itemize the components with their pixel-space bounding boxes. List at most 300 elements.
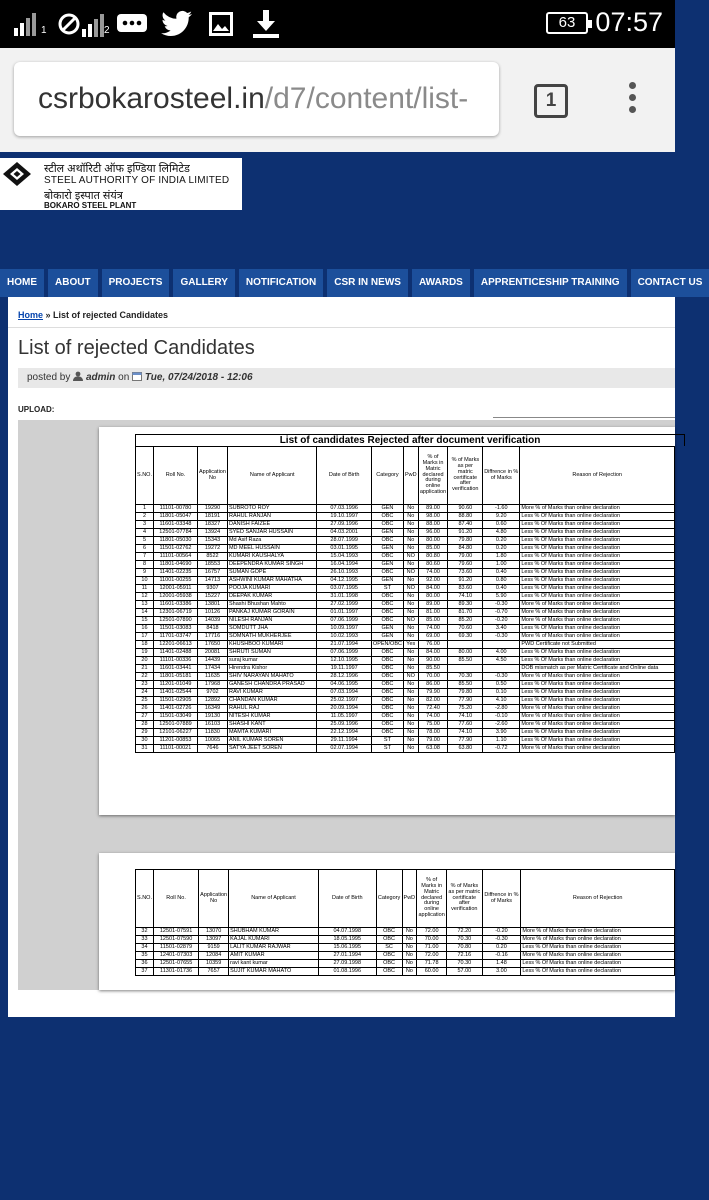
table-cell: DEEPENDRA KUMAR SINGH [227,561,317,569]
breadcrumb [18,310,168,320]
table-cell: 11101-00336 [153,657,197,665]
table-cell: More % of Marks than online declaration [520,601,675,609]
table-cell: POOJA KUMARI [227,585,317,593]
logo-english-text: STEEL AUTHORITY OF INDIA LIMITED [44,175,230,186]
table-cell: 29 [136,729,154,737]
table-cell: suraj kumar [227,657,317,665]
table-cell: 23 [136,681,154,689]
table-cell: 27.09.1998 [318,960,376,968]
table-cell: 3.40 [483,625,520,633]
table-cell: Less % Of Marks than online declaration [520,529,675,537]
table-cell: Md Asif Raza [227,537,317,545]
table-cell: 0.80 [483,577,520,585]
table-cell: 4.80 [483,529,520,537]
table-cell: 11401-02235 [153,569,197,577]
table-cell: More % of Marks than online declaration [520,633,675,641]
table-cell: No [403,577,418,585]
table-cell: 16757 [197,569,227,577]
table-cell: 12101-06227 [153,729,197,737]
table-cell: Less % Of Marks than online declaration [520,513,675,521]
table-cell: 02.07.1994 [317,745,371,753]
table-cell: 20081 [197,649,227,657]
table-cell: OBC [371,657,403,665]
table-cell [448,641,483,649]
table-cell: SHRUTI SUMAN [227,649,317,657]
table-cell: 92.00 [418,577,448,585]
table-cell: 4.50 [483,657,520,665]
table-cell: 07.06.1999 [317,617,371,625]
table-cell: More % of Marks than online declaration [520,673,675,681]
download-icon [250,10,282,38]
table-cell: 78.00 [418,729,448,737]
table-cell: 17650 [197,641,227,649]
table-cell: OBC [371,553,403,561]
table-cell: 19.10.1997 [317,513,371,521]
table-cell: -0.20 [482,928,521,936]
table-row [136,625,675,633]
table-row [136,952,675,960]
nav-awards[interactable]: AWARDS [412,269,470,297]
table-cell: -0.10 [483,713,520,721]
table-cell: 15.06.1995 [318,944,376,952]
table-cell: 89.00 [418,601,448,609]
table-cell: No [402,952,417,960]
column-header: Diffrence in % of Marks [483,447,520,505]
table-cell: 10065 [197,737,227,745]
table-cell: OBC [371,665,403,673]
table-cell: 9159 [199,944,229,952]
nav-apprenticeship-training[interactable]: APPRENTICESHIP TRAINING [474,269,627,297]
table-cell: No [403,521,418,529]
upload-label: UPLOAD: [18,405,55,414]
table-cell: 30 [136,737,154,745]
table-cell: Less % Of Marks than online declaration [520,561,675,569]
table-cell: 7 [136,553,154,561]
table-cell: 83.60 [448,585,483,593]
table-cell: 14 [136,609,154,617]
table-cell: NITESH KUMAR [227,713,317,721]
table-cell: OBC [371,609,403,617]
url-bar[interactable] [14,62,499,136]
table-cell: OBC [371,537,403,545]
breadcrumb-separator: » [43,310,54,320]
table-cell: 11.05.1997 [317,713,371,721]
table-cell: 18.05.1995 [318,936,376,944]
table-cell: OBC [371,593,403,601]
table-cell: -0.20 [483,617,520,625]
nav-projects[interactable]: PROJECTS [102,269,170,297]
table-cell: OBC [371,705,403,713]
table-cell: 75.20 [448,705,483,713]
posted-on-label: on [118,372,130,383]
table-cell: 16.04.1994 [317,561,371,569]
table-cell: RAHUL RANJAN [227,513,317,521]
table-cell: 85.50 [448,657,483,665]
table-cell: 15227 [197,593,227,601]
column-header: PwD [403,447,418,505]
table-cell: 16 [136,625,154,633]
table-cell: 19130 [197,713,227,721]
table-cell: 04.07.1998 [318,928,376,936]
table-cell: 28.12.1996 [317,673,371,681]
nav-gallery[interactable]: GALLERY [173,269,234,297]
table-cell: 70.60 [448,625,483,633]
column-header: Roll No. [153,447,197,505]
table-cell: 5.90 [483,593,520,601]
table-cell: 81.70 [448,609,483,617]
table-cell: 10126 [197,609,227,617]
table-cell: OBC [371,697,403,705]
table-cell: 27 [136,713,154,721]
table-cell: 25 [136,697,154,705]
table-row [136,593,675,601]
table-cell: Less % Of Marks than online declaration [520,681,675,689]
table-cell: 13801 [197,601,227,609]
table-cell: NO [403,673,418,681]
table-cell: No [403,721,418,729]
table-cell: 69.00 [418,633,448,641]
table-cell: 85.50 [418,665,448,673]
table-row [136,737,675,745]
column-header: Date of Birth [318,870,376,928]
table-cell: AMIT KUMAR [229,952,319,960]
table-row [136,553,675,561]
table-cell: 71.78 [417,960,447,968]
table-cell: More % of Marks than online declaration [521,952,675,960]
table-cell: OBC [376,952,402,960]
table-cell: 89.30 [448,601,483,609]
table-cell: 13 [136,601,154,609]
table-cell: KAJAL KUMARI [229,936,319,944]
breadcrumb-current: List of rejected Candidates [53,310,169,320]
table-cell: 12084 [199,952,229,960]
table-cell: 11701-03747 [153,633,197,641]
site-logo[interactable] [0,158,242,210]
table-cell [483,665,520,673]
table-cell: 0.10 [483,689,520,697]
table-cell: 75.00 [418,721,448,729]
table-row [136,944,675,952]
table-cell: KHUSHBOO KUMARI [227,641,317,649]
table-cell: 14439 [197,657,227,665]
table-cell: 22 [136,673,154,681]
table-cell: More % of Marks than online declaration [521,928,675,936]
table-cell: 20 [136,657,154,665]
table-cell: 9307 [197,585,227,593]
table-cell: SUJIT KUMAR MAHATO [229,968,319,976]
table-cell: 01.08.1996 [318,968,376,976]
table-cell: 14713 [197,577,227,585]
table-cell: 11001-00255 [153,577,197,585]
table-row [136,968,675,976]
table-cell: 17434 [197,665,227,673]
table-cell: NO [403,617,418,625]
table-cell: Less % Of Marks than online declaration [521,968,675,976]
table-cell: 84.00 [418,585,448,593]
table-cell: OPEN/OBC [372,640,402,647]
table-row [136,545,675,553]
table-cell: DEEPAK KUMAR [227,593,317,601]
table-cell: 12501-07591 [153,928,198,936]
table-cell: 35 [136,952,154,960]
table-cell: 27.01.1994 [318,952,376,960]
column-header: Category [376,870,402,928]
table-cell: 70.30 [448,673,483,681]
table-cell: OBC [371,521,403,529]
table-cell: Less % Of Marks than online declaration [520,585,675,593]
table-cell: 79.60 [448,561,483,569]
table-cell: 21 [136,665,154,673]
table-cell: OBC [376,960,402,968]
table-cell: 9702 [197,689,227,697]
table-cell: Less % Of Marks than online declaration [521,944,675,952]
table-cell: GEN [371,545,403,553]
table-cell: No [403,505,418,513]
table-cell: OBC [371,601,403,609]
table-row [136,569,675,577]
table-cell: 17716 [197,633,227,641]
table-cell: 33 [136,936,154,944]
table-cell: 25.02.1997 [317,697,371,705]
table-cell: CHANDAN KUMAR [227,697,317,705]
table-cell: 85.00 [418,617,448,625]
table-row [136,537,675,545]
table-cell: 87.40 [448,521,483,529]
table-cell: 12501-07590 [153,936,198,944]
table-cell: Less % Of Marks than online declaration [520,737,675,745]
breadcrumb-home-link[interactable]: Home [18,310,44,320]
url-path: /d7/content/list- [264,82,469,115]
table-cell: 34 [136,944,154,952]
table-cell: 2 [136,513,154,521]
table-cell: 81.00 [418,609,448,617]
table-cell: 72.20 [447,928,482,936]
table-cell: No [402,960,417,968]
table-cell: More % of Marks than online declaration [520,721,675,729]
table-cell: 04.03.2001 [317,529,371,537]
table-cell: SOMDUTT JHA [227,625,317,633]
nav-contact-us[interactable]: CONTACT US [631,269,709,297]
table-cell: -0.70 [483,609,520,617]
table-cell: 70.00 [417,936,447,944]
table-cell: 11101-00780 [153,505,197,513]
table-cell: ANIL KUMAR SOREN [227,737,317,745]
table-row [136,513,675,521]
table-cell: 88.80 [448,513,483,521]
table-cell: 15.04.1993 [317,553,371,561]
table-cell: 4.00 [483,649,520,657]
table-cell: Less % Of Marks than online declaration [520,545,675,553]
url-text [38,82,468,116]
table-cell [448,665,483,673]
battery-indicator: 63 [546,12,588,34]
table-row [136,713,675,721]
table-cell: 11501-02905 [153,697,197,705]
table-cell: 8418 [197,625,227,633]
table-row [136,601,675,609]
table-cell: 19290 [197,505,227,513]
pdf-viewer[interactable] [18,420,675,990]
table-cell: OBC [371,513,403,521]
nav-csr-in-news[interactable]: CSR IN NEWS [327,269,408,297]
table-cell: No [402,968,417,976]
column-header: % of Marks in Matric declared during online application [418,447,448,505]
table-cell: 26.10.1993 [317,569,371,577]
table-cell: -2.80 [483,705,520,713]
table-cell: 3.00 [482,968,521,976]
table-cell: More % of Marks than online declaration [520,713,675,721]
table-cell: OBC [371,729,403,737]
document-title: List of candidates Rejected after document verification [135,434,685,446]
table-cell: GEN [371,633,403,641]
table-cell: Less % Of Marks than online declaration [520,521,675,529]
table-cell: 0.40 [483,569,520,577]
table-cell: 12401-07303 [153,952,198,960]
table-cell: No [403,705,418,713]
table-cell: 73.60 [448,569,483,577]
table-row [136,521,675,529]
column-header: PwD [402,870,417,928]
table-cell: 89.00 [418,505,448,513]
table-cell: -0.30 [483,601,520,609]
table-cell: 74.10 [448,729,483,737]
table-cell: 1.10 [483,737,520,745]
table-cell: GANESH CHANDRA PRASAD [227,681,317,689]
table-cell: Yes [403,641,418,649]
table-row [136,960,675,968]
table-cell: 18327 [197,521,227,529]
table-cell: No [403,593,418,601]
table-cell: 12201-06613 [153,641,197,649]
table-cell: More % of Marks than online declaration [520,617,675,625]
rejected-candidates-table-continued [135,869,675,976]
table-cell: 17968 [197,681,227,689]
table-cell: OBC [371,649,403,657]
table-cell: 11601-03441 [153,665,197,673]
table-cell: 74.10 [448,593,483,601]
nav-home[interactable]: HOME [0,269,44,297]
table-row [136,936,675,944]
table-cell: ST [371,585,403,593]
nav-notification[interactable]: NOTIFICATION [239,269,323,297]
tab-switcher-button[interactable]: 1 [534,84,568,118]
table-cell: 07.06.1999 [317,649,371,657]
table-cell: 80.00 [418,537,448,545]
table-cell: 80.60 [418,561,448,569]
table-cell: Less % Of Marks than online declaration [520,537,675,545]
table-cell: 77.90 [448,737,483,745]
table-row [136,633,675,641]
column-header: S.NO. [136,447,154,505]
table-cell: 10.02.1993 [317,633,371,641]
table-cell: No [402,936,417,944]
table-cell: -1.60 [483,505,520,513]
table-cell: 69.30 [448,633,483,641]
table-cell: No [403,601,418,609]
table-cell: 5 [136,537,154,545]
table-row [136,681,675,689]
table-cell: 1.80 [483,553,520,561]
table-cell: 76.00 [418,641,448,649]
table-cell: GEN [371,505,403,513]
table-cell: 72.16 [447,952,482,960]
table-cell: OBC [371,569,403,577]
table-cell: SUMAN GOPE [227,569,317,577]
table-row [136,649,675,657]
table-cell: No [403,609,418,617]
table-cell: 37 [136,968,154,976]
table-row [136,721,675,729]
blocked-signal-icon [58,10,110,38]
table-cell: 18553 [197,561,227,569]
table-cell: No [403,689,418,697]
table-cell: 29.11.1994 [317,737,371,745]
table-cell: 0.20 [483,545,520,553]
table-cell: 12.10.1995 [317,657,371,665]
table-row [136,561,675,569]
sail-logo-icon [2,161,32,187]
table-cell: 01.01.1997 [317,609,371,617]
table-row [136,689,675,697]
table-cell: 27.09.1996 [317,521,371,529]
table-cell: 74.10 [448,713,483,721]
table-cell: 11301-01736 [153,968,198,976]
table-row [136,585,675,593]
table-cell: -2.60 [483,721,520,729]
table-cell: 20.09.1994 [317,705,371,713]
table-cell: 63.80 [448,745,483,753]
table-cell: 79.80 [448,537,483,545]
table-cell: 74.00 [418,569,448,577]
table-cell: 11801-05047 [153,513,197,521]
table-cell: No [403,537,418,545]
table-cell: 85.20 [448,617,483,625]
table-cell: 11601-03386 [153,601,197,609]
table-cell: 1 [136,505,154,513]
table-cell: 16349 [197,705,227,713]
table-cell: ST [371,737,403,745]
table-cell: 28.07.1999 [317,537,371,545]
table-cell: Less % Of Marks than online declaration [520,625,675,633]
table-cell: 91.20 [448,529,483,537]
table-cell: NILESH RANJAN [227,617,317,625]
column-header: Application No [199,870,229,928]
column-header: Name of Applicant [229,870,319,928]
table-cell: 22.12.1994 [317,729,371,737]
table-cell: No [403,657,418,665]
table-cell: KUMARI KAUSHALYA [227,553,317,561]
table-cell: 90.00 [418,657,448,665]
table-cell: GEN [371,529,403,537]
column-header: Diffrence in % of Marks [482,870,521,928]
user-icon [73,371,83,381]
table-cell: -0.30 [483,633,520,641]
table-cell: 70.30 [447,936,482,944]
table-cell: SHIV NARAYAN MAHATO [227,673,317,681]
column-header: Date of Birth [317,447,371,505]
table-cell: 18 [136,641,154,649]
table-cell: -0.30 [483,673,520,681]
table-cell: 1.48 [482,960,521,968]
overflow-menu-icon[interactable] [626,82,638,122]
table-cell: 9 [136,569,154,577]
column-header: Reason of Rejection [521,870,675,928]
table-cell: 32 [136,928,154,936]
nav-about[interactable]: ABOUT [48,269,98,297]
table-cell: 70.80 [447,944,482,952]
post-author[interactable]: admin [85,372,116,383]
table-cell: 25.09.1996 [317,721,371,729]
